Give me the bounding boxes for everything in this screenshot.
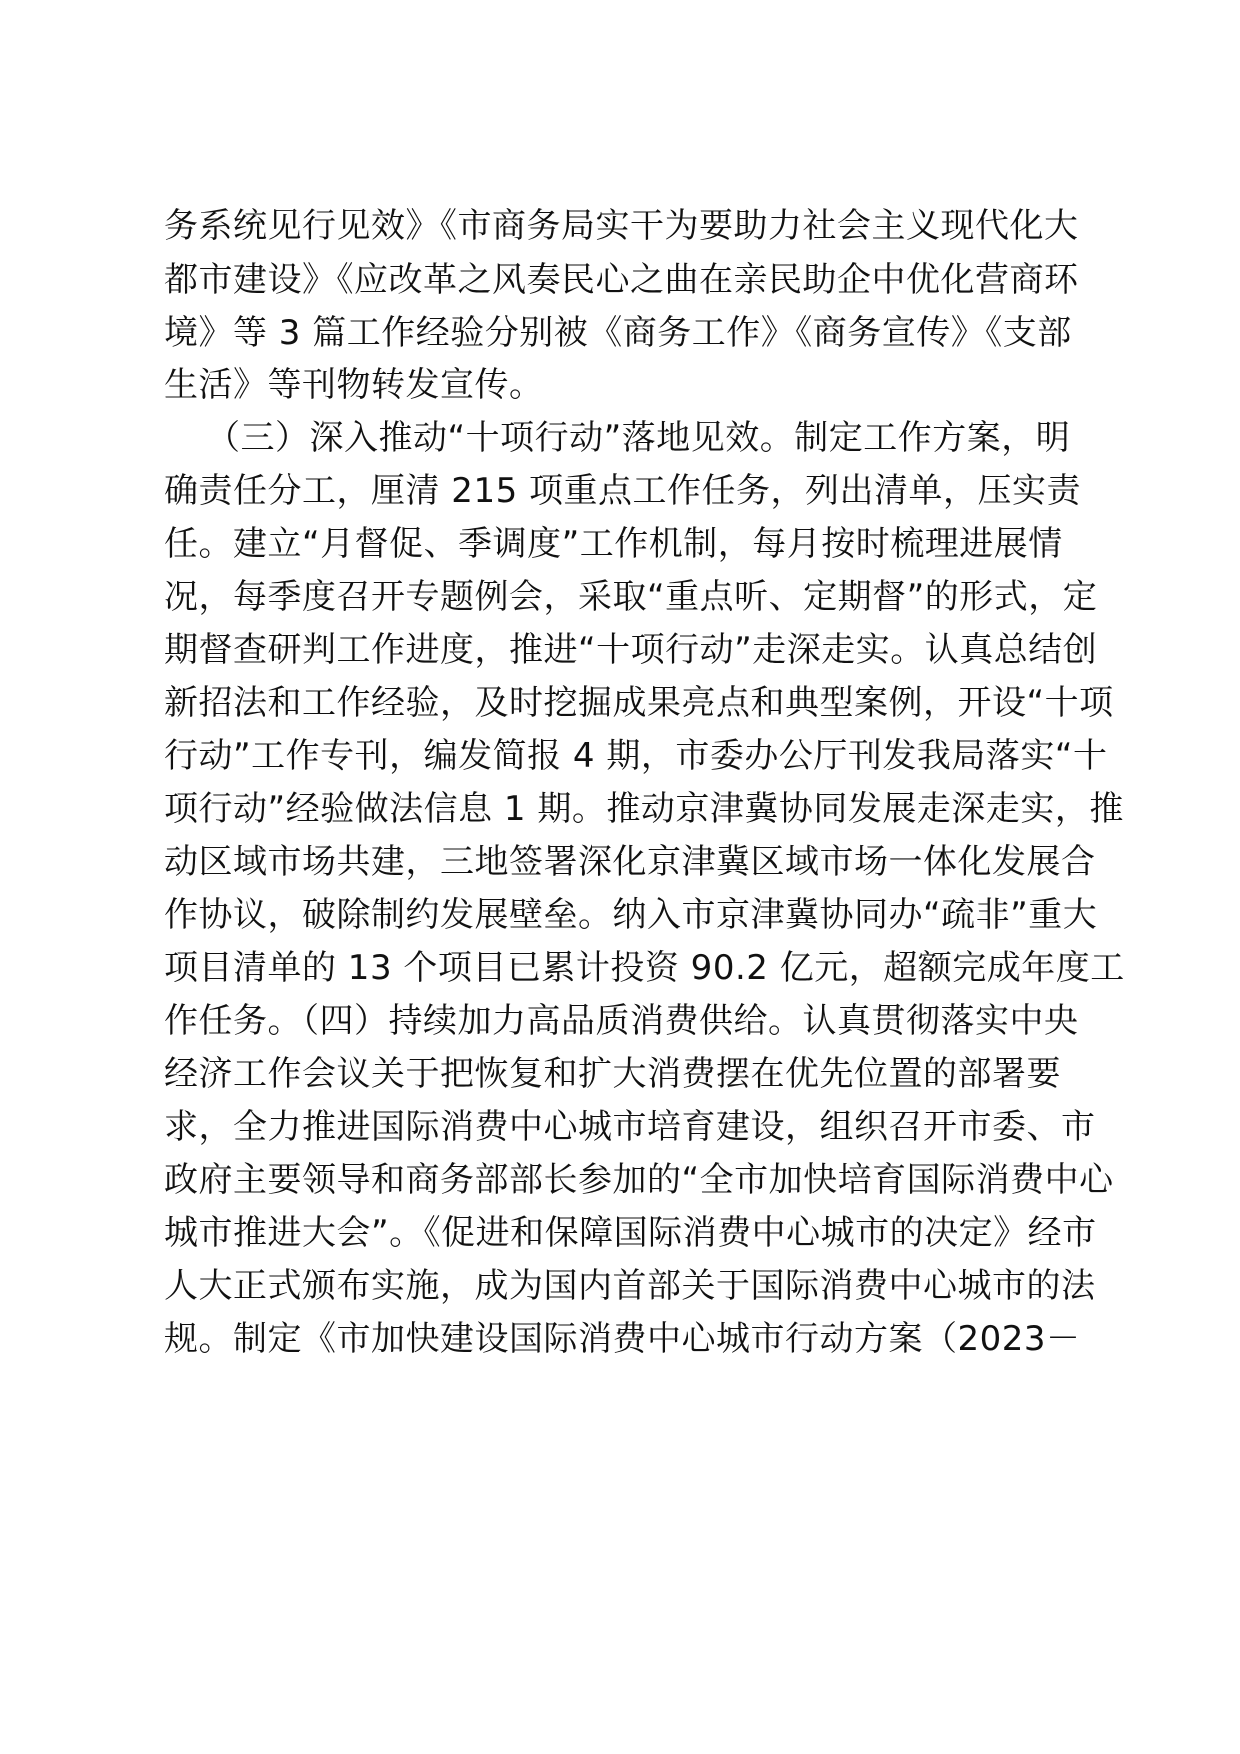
text-line: 任。建立“月督促、季调度”工作机制，每月按时梳理进展情 [164, 524, 1063, 564]
text-line: 生活》等刊物转发宣传。 [164, 365, 544, 405]
text-line: 动区域市场共建，三地签署深化京津冀区域市场一体化发展合 [164, 842, 1096, 882]
text-line: 务系统见行见效》《市商务局实干为要助力社会主义现代化大 [164, 206, 1079, 246]
text-line: 城市推进大会”。《促进和保障国际消费中心城市的决定》经市 [164, 1213, 1097, 1253]
text-line: 人大正式颁布实施，成为国内首部关于国际消费中心城市的法 [164, 1266, 1096, 1306]
text-line: 境》等 3 篇工作经验分别被《商务工作》《商务宣传》《支部 [164, 313, 1072, 353]
text-line: 行动”工作专刊，编发简报 4 期，市委办公厅刊发我局落实“十 [164, 736, 1108, 776]
text-line: 期督查研判工作进度，推进“十项行动”走深走实。认真总结创 [164, 630, 1098, 670]
text-line: 新招法和工作经验，及时挖掘成果亮点和典型案例，开设“十项 [164, 683, 1114, 723]
text-line: 都市建设》《应改革之风奏民心之曲在亲民助企中优化营商环 [164, 260, 1079, 300]
text-line: 项行动”经验做法信息 1 期。推动京津冀协同发展走深走实，推 [164, 789, 1124, 829]
text-line: 规。制定《市加快建设国际消费中心城市行动方案（2023－ [164, 1319, 1081, 1359]
text-line: 作任务。（四）持续加力高品质消费供给。认真贯彻落实中央 [164, 1001, 1079, 1041]
text-line: 作协议，破除制约发展壁垒。纳入市京津冀协同办“疏非”重大 [164, 895, 1098, 935]
text-line: 经济工作会议关于把恢复和扩大消费摆在优先位置的部署要 [164, 1054, 1061, 1094]
text-line: 项目清单的 13 个项目已累计投资 90.2 亿元，超额完成年度工 [164, 948, 1125, 988]
text-line: 况，每季度召开专题例会，采取“重点听、定期督”的形式，定 [164, 577, 1098, 617]
paragraph-first-line: （三）深入推动“十项行动”落地见效。制定工作方案，明 [206, 418, 1071, 458]
text-line: 政府主要领导和商务部部长参加的“全市加快培育国际消费中心 [164, 1160, 1114, 1200]
text-line: 确责任分工，厘清 215 项重点工作任务，列出清单，压实责 [164, 471, 1082, 511]
text-line: 求，全力推进国际消费中心城市培育建设，组织召开市委、市 [164, 1107, 1096, 1147]
